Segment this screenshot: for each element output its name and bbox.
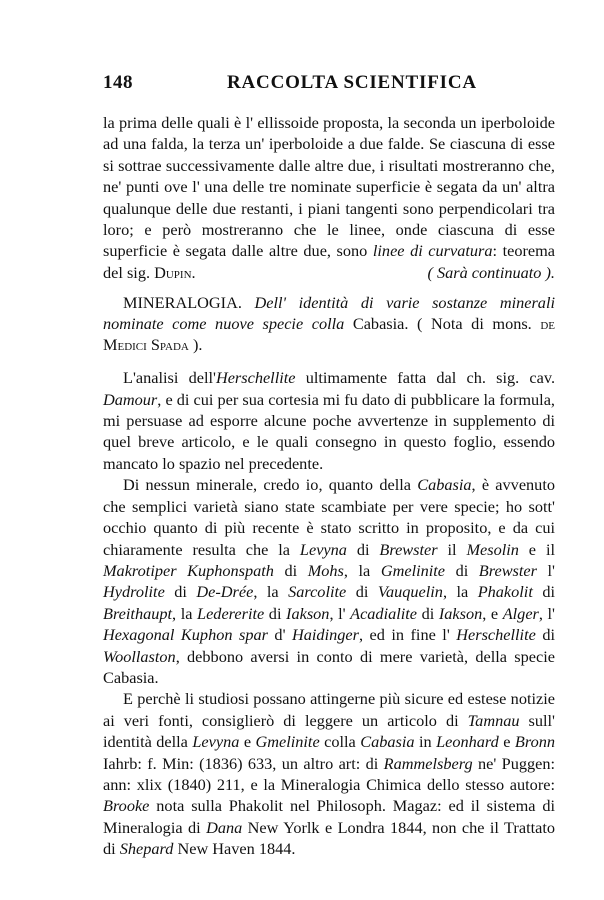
page-header bbox=[103, 72, 554, 94]
note-author: de Medici Spada bbox=[103, 314, 555, 355]
section-subtitle: Dell' identità di varie sostanze minerali nominate come nuove specie colla bbox=[103, 293, 555, 334]
paragraph-2: Di nessun minerale, credo io, quanto della Cabasia, è avvenuto che semplici varietà siano state scambiate per vere specie; ho sott' occhio quanto di più recente è stato scritto in proposito, e da cui chiaramente resulta che la Levyna di Brewster il Mesolin e il Makrotiper Kuphonspath di Mohs, la Gmelinite di Brewster l' Hydrolite di De-Drée, la Sarcolite di Vauquelin, la Phakolit di Breithaupt, la Ledererite di Iakson, l' Acadialite di Iakson, e Alger, l' Hexagonal Kuphon spar d' Haidinger, ed in fine l' Herschellite di Woollaston, debbono aversi in conto di mere varietà, della specie Cabasia. bbox=[103, 475, 555, 687]
continued-note: ( Sarà continuato ). bbox=[427, 262, 555, 282]
paragraph-1: L'analisi dell'Herschellite ultimamente fatta dal ch. sig. cav. Damour, e di cui per sua cortesia mi fu dato di pubblicare la formula, mi persuase ad esporre alcune poche avvertenze in supplemento di quel breve articolo, e le quali consegno in questo foglio, essendo mancato lo spazio nel precedente. bbox=[103, 368, 556, 473]
running-title: RACCOLTA SCIENTIFICA bbox=[227, 72, 477, 93]
section-title: MINERALOGIA. bbox=[123, 293, 242, 313]
section-heading: MINERALOGIA. Dell' identità di varie sostanze minerali nominate come nuove specie colla Cabasia. ( Nota di mons. de Medici Spada ). bbox=[103, 293, 555, 355]
paragraph-3: E perchè li studiosi possano attingerne più sicure ed estese notizie ai veri fonti, consiglierò di leggere un articolo di Tamnau sull' identità della Levyna e Gmelinite colla Cabasia in Leonhard e Bronn Iahrb: f. Min: (1836) 633, un altro art: di Rammelsberg ne' Puggen: ann: xlix (1840) 211, e la Mineralogia Chimica dello stesso autore: Brooke nota sulla Phakolit nel Philosoph. Magaz: ed il sistema di Mineralogia di Dana New Yorlk e Londra 1844, non che il Trattato di Shepard New Haven 1844. bbox=[103, 689, 556, 859]
continuation-paragraph: la prima delle quali è l' ellissoide proposta, la seconda un iperboloide ad una falda, la terza un' iperboloide a due falde. Se ciascuna di esse si sottrae successivamente dalle altre due, i risultati mostreranno che, ne' punti ove l' una delle tre nominate superficie è segata da un' altra qualunque delle due restanti, i piani tangenti sono perpendicolari tra loro; e però mostreranno che le linee, onde ciascuna di esse superficie è segata dalle altre due, sono linee di curvatura: teorema del sig. Dupin. ( Sarà continuato ). bbox=[103, 113, 556, 282]
page-number: 148 bbox=[103, 72, 133, 93]
page-body bbox=[103, 112, 555, 860]
author-name: Dupin bbox=[154, 262, 192, 282]
